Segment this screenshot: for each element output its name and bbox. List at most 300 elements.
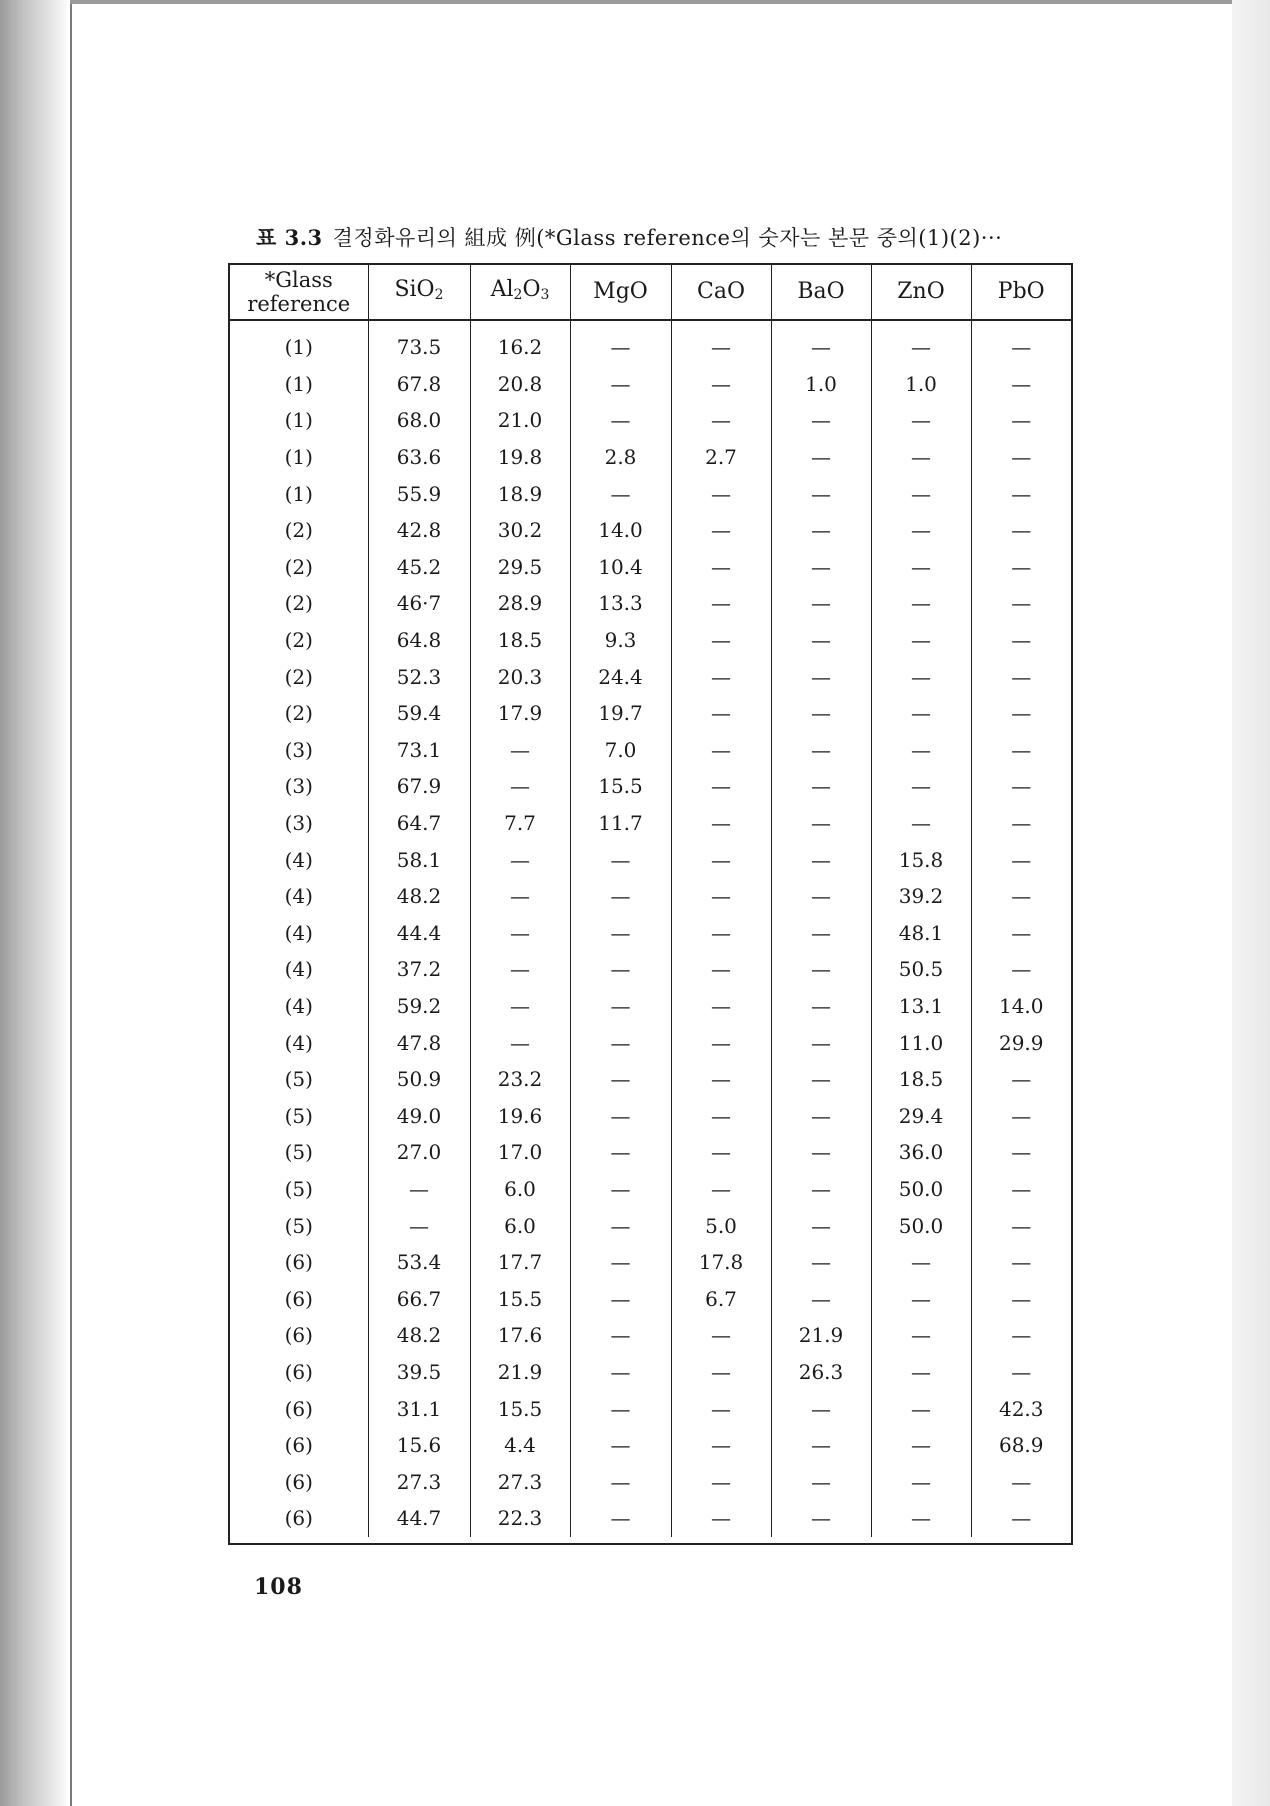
cell-mgo: — [570, 878, 671, 915]
cell-pbo: — [1011, 1323, 1032, 1348]
cell-zno: — [871, 1244, 971, 1281]
cell-pbo: — [1011, 371, 1032, 396]
cell-sio2: 46·7 [368, 585, 470, 622]
cell-sio2: 48.2 [368, 878, 470, 915]
cell-mgo: 10.4 [570, 549, 671, 586]
cell-al2o3: 29.5 [470, 549, 570, 586]
cell-pbo: — [1011, 628, 1032, 653]
cell-pbo: — [1011, 1213, 1032, 1238]
cell-glass-reference: (2) [230, 622, 368, 659]
cell-mgo: — [570, 475, 671, 512]
cell-al2o3: 28.9 [470, 585, 570, 622]
cell-glass-reference: (6) [230, 1463, 368, 1500]
cell-glass-reference: (2) [230, 512, 368, 549]
cell-mgo: 7.0 [570, 732, 671, 769]
cell-cao: — [671, 622, 771, 659]
cell-pbo: — [1011, 920, 1032, 945]
cell-cao: — [671, 1097, 771, 1134]
cell-al2o3: 23.2 [470, 1061, 570, 1098]
cell-glass-reference: (1) [230, 402, 368, 439]
cell-cao: — [671, 988, 771, 1025]
cell-pbo: 42.3 [998, 1396, 1044, 1421]
cell-cao: 6.7 [671, 1280, 771, 1317]
cell-al2o3: 18.9 [470, 475, 570, 512]
table-row [230, 768, 1071, 805]
cell-cao: — [671, 512, 771, 549]
table-row [230, 1061, 1071, 1098]
table-row [230, 1171, 1071, 1208]
cell-zno: — [871, 402, 971, 439]
table-row [230, 732, 1071, 769]
cell-sio2: 68.0 [368, 402, 470, 439]
cell-bao: — [771, 805, 871, 842]
table-row [230, 1097, 1071, 1134]
cell-al2o3: 17.9 [470, 695, 570, 732]
table-row [230, 878, 1071, 915]
cell-pbo: — [1011, 811, 1032, 836]
cell-mgo: — [570, 1500, 671, 1537]
composition-table-grid [230, 265, 1071, 1537]
cell-al2o3: 19.8 [470, 439, 570, 476]
cell-bao: — [771, 658, 871, 695]
cell-zno: — [871, 1390, 971, 1427]
cell-cao: — [671, 1354, 771, 1391]
cell-sio2: — [368, 1207, 470, 1244]
cell-zno: 13.1 [871, 988, 971, 1025]
cell-mgo: — [570, 1134, 671, 1171]
header-al2o3-sub2: 3 [540, 286, 550, 303]
cell-glass-reference: (2) [230, 658, 368, 695]
cell-pbo: 29.9 [998, 1030, 1044, 1055]
cell-sio2: 66.7 [368, 1280, 470, 1317]
cell-glass-reference: (4) [230, 1024, 368, 1061]
cell-sio2: 47.8 [368, 1024, 470, 1061]
cell-al2o3: 19.6 [470, 1097, 570, 1134]
cell-al2o3: — [470, 951, 570, 988]
table-header-row [230, 265, 1071, 320]
table-row [230, 1500, 1071, 1537]
cell-bao: — [771, 1463, 871, 1500]
cell-glass-reference: (2) [230, 585, 368, 622]
cell-zno: 18.5 [871, 1061, 971, 1098]
cell-glass-reference: (6) [230, 1280, 368, 1317]
cell-bao: — [771, 585, 871, 622]
cell-glass-reference: (1) [230, 320, 368, 366]
cell-mgo: — [570, 1244, 671, 1281]
cell-mgo: — [570, 402, 671, 439]
cell-pbo: — [1011, 664, 1032, 689]
cell-sio2: 44.7 [368, 1500, 470, 1537]
cell-sio2: 64.8 [368, 622, 470, 659]
cell-al2o3: — [470, 768, 570, 805]
cell-zno: — [871, 1500, 971, 1537]
cell-mgo: — [570, 1280, 671, 1317]
table-row [230, 366, 1071, 403]
table-row [230, 320, 1071, 366]
cell-al2o3: — [470, 841, 570, 878]
cell-bao: — [771, 841, 871, 878]
table-row [230, 1207, 1071, 1244]
cell-zno: — [871, 695, 971, 732]
cell-zno: — [871, 732, 971, 769]
cell-mgo: — [570, 1317, 671, 1354]
table-body [230, 320, 1071, 1537]
cell-pbo: — [1011, 1506, 1032, 1531]
cell-sio2: 44.4 [368, 915, 470, 952]
cell-mgo: — [570, 320, 671, 366]
cell-al2o3: 21.9 [470, 1354, 570, 1391]
cell-sio2: 31.1 [368, 1390, 470, 1427]
cell-al2o3: — [470, 915, 570, 952]
cell-al2o3: 22.3 [470, 1500, 570, 1537]
table-row [230, 915, 1071, 952]
cell-al2o3: 30.2 [470, 512, 570, 549]
cell-al2o3: — [470, 732, 570, 769]
cell-pbo: — [1011, 1176, 1032, 1201]
cell-pbo: — [1011, 1103, 1032, 1128]
cell-glass-reference: (4) [230, 878, 368, 915]
cell-glass-reference: (6) [230, 1500, 368, 1537]
cell-glass-reference: (6) [230, 1390, 368, 1427]
table-row [230, 695, 1071, 732]
cell-al2o3: 17.0 [470, 1134, 570, 1171]
cell-bao: — [771, 1207, 871, 1244]
cell-cao: — [671, 1134, 771, 1171]
cell-sio2: 59.4 [368, 695, 470, 732]
cell-zno: 50.5 [871, 951, 971, 988]
cell-zno: 1.0 [871, 366, 971, 403]
cell-pbo: — [1011, 1250, 1032, 1275]
table-row [230, 1244, 1071, 1281]
cell-bao: — [771, 1061, 871, 1098]
cell-bao: — [771, 915, 871, 952]
cell-sio2: 63.6 [368, 439, 470, 476]
cell-cao: — [671, 951, 771, 988]
cell-al2o3: 17.7 [470, 1244, 570, 1281]
cell-sio2: 45.2 [368, 549, 470, 586]
cell-bao: — [771, 1500, 871, 1537]
cell-zno: — [871, 1280, 971, 1317]
cell-al2o3: 15.5 [470, 1390, 570, 1427]
header-al2o3 [470, 265, 570, 320]
cell-glass-reference: (1) [230, 366, 368, 403]
cell-zno: — [871, 1354, 971, 1391]
cell-bao: — [771, 1097, 871, 1134]
cell-sio2: 52.3 [368, 658, 470, 695]
cell-mgo: — [570, 988, 671, 1025]
cell-mgo: 2.8 [570, 439, 671, 476]
cell-glass-reference: (4) [230, 915, 368, 952]
cell-bao: — [771, 988, 871, 1025]
table-row [230, 988, 1071, 1025]
cell-zno: 50.0 [871, 1171, 971, 1208]
cell-sio2: 55.9 [368, 475, 470, 512]
cell-cao: — [671, 366, 771, 403]
cell-zno: 11.0 [871, 1024, 971, 1061]
cell-mgo: — [570, 1024, 671, 1061]
cell-mgo: — [570, 1463, 671, 1500]
cell-bao: — [771, 320, 871, 366]
cell-zno: 29.4 [871, 1097, 971, 1134]
table-row [230, 1390, 1071, 1427]
cell-mgo: — [570, 1171, 671, 1208]
cell-glass-reference: (1) [230, 439, 368, 476]
cell-bao: — [771, 732, 871, 769]
cell-pbo: — [1011, 1140, 1032, 1165]
page-spine-line [70, 0, 72, 1806]
cell-pbo: — [1011, 408, 1032, 433]
cell-glass-reference: (3) [230, 732, 368, 769]
cell-glass-reference: (3) [230, 768, 368, 805]
cell-zno: — [871, 1463, 971, 1500]
cell-pbo: — [1011, 774, 1032, 799]
cell-bao: — [771, 768, 871, 805]
cell-sio2: 37.2 [368, 951, 470, 988]
cell-pbo: — [1011, 1067, 1032, 1092]
header-cao: CaO [671, 265, 771, 320]
table-row [230, 622, 1071, 659]
cell-bao: 21.9 [771, 1317, 871, 1354]
cell-bao: 26.3 [771, 1354, 871, 1391]
cell-cao: — [671, 768, 771, 805]
header-al2o3-base2: O [522, 276, 541, 302]
cell-cao: — [671, 1427, 771, 1464]
cell-zno: — [871, 439, 971, 476]
cell-zno: — [871, 512, 971, 549]
cell-pbo: — [1011, 518, 1032, 543]
cell-mgo: 19.7 [570, 695, 671, 732]
cell-zno: 39.2 [871, 878, 971, 915]
cell-cao: — [671, 915, 771, 952]
cell-zno: 36.0 [871, 1134, 971, 1171]
cell-glass-reference: (5) [230, 1134, 368, 1171]
cell-mgo: — [570, 951, 671, 988]
table-row [230, 841, 1071, 878]
cell-cao: — [671, 1024, 771, 1061]
cell-al2o3: 18.5 [470, 622, 570, 659]
cell-al2o3: 20.8 [470, 366, 570, 403]
table-row [230, 1280, 1071, 1317]
cell-sio2: 73.5 [368, 320, 470, 366]
cell-al2o3: — [470, 988, 570, 1025]
cell-pbo: — [1011, 847, 1032, 872]
cell-al2o3: 20.3 [470, 658, 570, 695]
cell-al2o3: 4.4 [470, 1427, 570, 1464]
cell-glass-reference: (5) [230, 1171, 368, 1208]
table-row [230, 1134, 1071, 1171]
cell-zno: 15.8 [871, 841, 971, 878]
cell-cao: — [671, 402, 771, 439]
cell-sio2: 48.2 [368, 1317, 470, 1354]
cell-glass-reference: (2) [230, 695, 368, 732]
cell-cao: — [671, 585, 771, 622]
cell-pbo: — [1011, 1359, 1032, 1384]
header-al2o3-base: Al [490, 276, 514, 302]
cell-cao: — [671, 475, 771, 512]
cell-sio2: 73.1 [368, 732, 470, 769]
cell-mgo: — [570, 1354, 671, 1391]
cell-pbo: 14.0 [998, 993, 1044, 1018]
table-row [230, 1317, 1071, 1354]
table-row [230, 402, 1071, 439]
header-al2o3-sub: 2 [513, 286, 523, 303]
cell-bao: — [771, 512, 871, 549]
cell-bao: — [771, 1171, 871, 1208]
table-row [230, 549, 1071, 586]
cell-bao: — [771, 1427, 871, 1464]
cell-pbo: — [1011, 737, 1032, 762]
cell-zno: — [871, 585, 971, 622]
header-pbo: PbO [971, 265, 1071, 320]
cell-pbo: — [1011, 335, 1032, 360]
cell-mgo: — [570, 841, 671, 878]
cell-mgo: 14.0 [570, 512, 671, 549]
page-number: 108 [254, 1574, 303, 1600]
cell-zno: — [871, 1427, 971, 1464]
cell-al2o3: 21.0 [470, 402, 570, 439]
cell-pbo: — [1011, 701, 1032, 726]
cell-cao: — [671, 1171, 771, 1208]
cell-al2o3: 7.7 [470, 805, 570, 842]
cell-bao: — [771, 439, 871, 476]
cell-glass-reference: (4) [230, 841, 368, 878]
cell-pbo: — [1011, 591, 1032, 616]
cell-al2o3: — [470, 878, 570, 915]
cell-cao: — [671, 695, 771, 732]
cell-mgo: — [570, 1207, 671, 1244]
cell-bao: — [771, 622, 871, 659]
cell-zno: — [871, 1317, 971, 1354]
cell-cao: — [671, 841, 771, 878]
cell-pbo: — [1011, 554, 1032, 579]
table-row [230, 585, 1071, 622]
cell-sio2: 53.4 [368, 1244, 470, 1281]
cell-cao: — [671, 1390, 771, 1427]
header-sio2-base: SiO [394, 276, 435, 302]
header-sio2-sub: 2 [434, 286, 444, 303]
cell-pbo: 68.9 [998, 1433, 1044, 1458]
cell-mgo: 24.4 [570, 658, 671, 695]
table-row [230, 439, 1071, 476]
cell-sio2: — [368, 1171, 470, 1208]
cell-sio2: 42.8 [368, 512, 470, 549]
cell-glass-reference: (5) [230, 1097, 368, 1134]
cell-glass-reference: (3) [230, 805, 368, 842]
cell-glass-reference: (6) [230, 1427, 368, 1464]
cell-zno: 50.0 [871, 1207, 971, 1244]
cell-cao: — [671, 1061, 771, 1098]
cell-bao: — [771, 549, 871, 586]
cell-glass-reference: (5) [230, 1061, 368, 1098]
page-left-edge [0, 0, 70, 1806]
cell-cao: — [671, 1463, 771, 1500]
cell-glass-reference: (6) [230, 1317, 368, 1354]
cell-cao: — [671, 549, 771, 586]
table-caption [256, 222, 1076, 252]
cell-zno: 48.1 [871, 915, 971, 952]
cell-glass-reference: (2) [230, 549, 368, 586]
cell-glass-reference: (6) [230, 1244, 368, 1281]
cell-zno: — [871, 475, 971, 512]
page-right-shadow [1232, 0, 1270, 1806]
cell-mgo: — [570, 366, 671, 403]
cell-glass-reference: (6) [230, 1354, 368, 1391]
header-glass-reference: *Glass reference [230, 265, 368, 320]
cell-cao: — [671, 658, 771, 695]
table-row [230, 1463, 1071, 1500]
cell-zno: — [871, 805, 971, 842]
cell-glass-reference: (1) [230, 475, 368, 512]
cell-bao: — [771, 475, 871, 512]
cell-mgo: — [570, 1390, 671, 1427]
table-number: 표 3.3 [256, 225, 323, 250]
cell-zno: — [871, 549, 971, 586]
cell-cao: 2.7 [671, 439, 771, 476]
table-row [230, 475, 1071, 512]
cell-sio2: 58.1 [368, 841, 470, 878]
cell-pbo: — [1011, 884, 1032, 909]
cell-glass-reference: (4) [230, 951, 368, 988]
header-sio2 [368, 265, 470, 320]
cell-pbo: — [1011, 1469, 1032, 1494]
cell-cao: 17.8 [671, 1244, 771, 1281]
cell-al2o3: 16.2 [470, 320, 570, 366]
cell-pbo: — [1011, 957, 1032, 982]
cell-cao: — [671, 732, 771, 769]
cell-mgo: — [570, 1427, 671, 1464]
cell-al2o3: 27.3 [470, 1463, 570, 1500]
cell-al2o3: 6.0 [470, 1207, 570, 1244]
cell-sio2: 39.5 [368, 1354, 470, 1391]
cell-al2o3: 17.6 [470, 1317, 570, 1354]
cell-mgo: 11.7 [570, 805, 671, 842]
composition-table [228, 263, 1073, 1545]
cell-bao: — [771, 878, 871, 915]
cell-mgo: — [570, 1061, 671, 1098]
table-row [230, 512, 1071, 549]
cell-mgo: 13.3 [570, 585, 671, 622]
page-top-edge [70, 0, 1270, 4]
cell-mgo: 15.5 [570, 768, 671, 805]
cell-cao: — [671, 805, 771, 842]
cell-cao: — [671, 878, 771, 915]
cell-sio2: 49.0 [368, 1097, 470, 1134]
cell-cao: 5.0 [671, 1207, 771, 1244]
cell-sio2: 27.0 [368, 1134, 470, 1171]
cell-sio2: 27.3 [368, 1463, 470, 1500]
cell-zno: — [871, 320, 971, 366]
cell-al2o3: — [470, 1024, 570, 1061]
cell-bao: — [771, 695, 871, 732]
cell-mgo: — [570, 1097, 671, 1134]
table-row [230, 1427, 1071, 1464]
cell-bao: — [771, 1390, 871, 1427]
cell-sio2: 67.8 [368, 366, 470, 403]
cell-mgo: — [570, 915, 671, 952]
header-zno: ZnO [871, 265, 971, 320]
cell-bao: — [771, 1280, 871, 1317]
cell-glass-reference: (5) [230, 1207, 368, 1244]
cell-bao: — [771, 1024, 871, 1061]
table-row [230, 658, 1071, 695]
cell-cao: — [671, 320, 771, 366]
table-row [230, 951, 1071, 988]
cell-pbo: — [1011, 1286, 1032, 1311]
table-caption-text: 결정화유리의 組成 例(*Glass reference의 숫자는 본문 중의(1)(2)··· [332, 226, 1003, 250]
cell-pbo: — [1011, 445, 1032, 470]
cell-cao: — [671, 1317, 771, 1354]
cell-cao: — [671, 1500, 771, 1537]
